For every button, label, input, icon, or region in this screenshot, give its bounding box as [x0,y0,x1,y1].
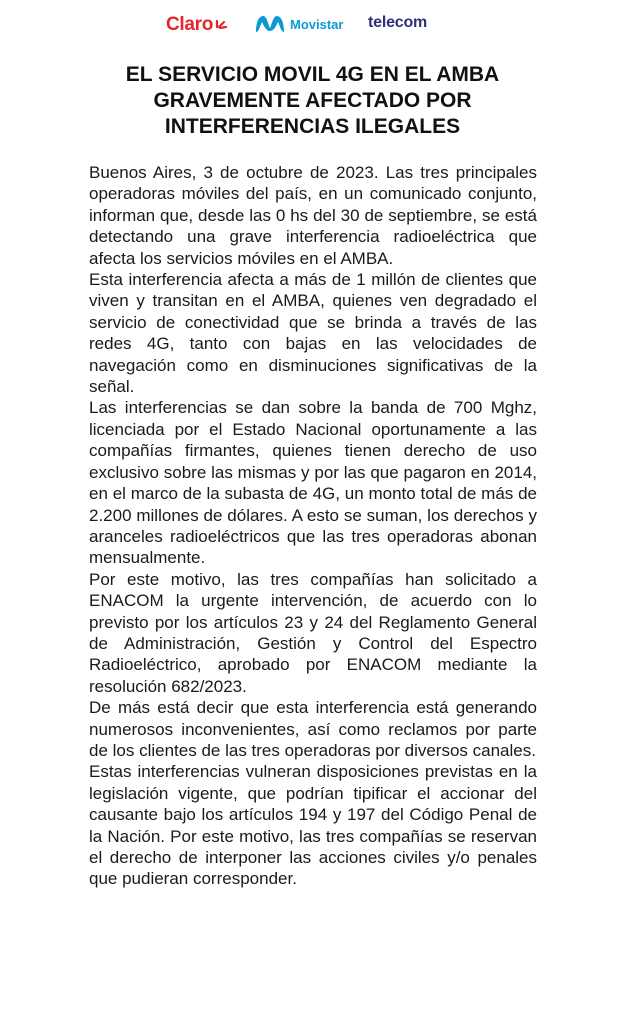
headline-line-1: EL SERVICIO MOVIL 4G EN EL AMBA [125,63,500,86]
paragraph-affected-clients: Esta interferencia afecta a más de 1 millón de clientes que viven y transitan en el AMBA, quienes ven degradado el servicio de conectividad que se brinda a través de las redes 4G, tanto con bajas en las velocidades de navegación como en disminuciones significativas de la señal. [89,270,537,397]
movistar-m-icon [254,14,286,34]
telecom-wordmark: telecom [368,14,428,31]
claro-rays-icon [214,13,228,29]
paragraph-inconveniences: De más está decir que esta interferencia está generando numerosos inconvenientes, así como reclamos por parte de los clientes de las tres operadoras por diversos canales. [89,698,537,760]
headline-line-2: GRAVEMENTE AFECTADO POR [153,89,472,112]
telecom-logo [368,14,427,32]
claro-logo [166,14,228,36]
paragraph-date-intro: Buenos Aires, 3 de octubre de 2023. Las tres principales operadoras móviles del país, en un comunicado conjunto, informan que, desde las 0 hs del 30 de septiembre, se está detectando una grave interferencia radioeléctrica que afecta los servicios móviles en el AMBA. [89,163,537,268]
movistar-wordmark: Movistar [290,16,344,32]
headline-line-3: INTERFERENCIAS ILEGALES [164,115,461,138]
paragraph-legal-actions: Estas interferencias vulneran disposiciones previstas en la legislación vigente, que podrían tipificar el accionar del causante bajo los artículos 194 y 197 del Código Penal de la Nación. Por este motivo, las tres compañías se reservan el derecho de interponer las acciones civiles y/o penales que pudieran corresponder. [89,762,537,889]
logo-bar [0,8,625,44]
article-body [89,162,537,890]
claro-wordmark: Claro [166,14,214,35]
headline [60,62,565,140]
paragraph-700mhz-band: Las interferencias se dan sobre la banda de 700 Mghz, licenciada por el Estado Nacional oportunamente a las compañías firmantes, quienes tienen derecho de uso exclusivo sobre las mismas y por las que pagaron en 2014, en el marco de la subasta de 4G, un monto total de más de 2.200 millones de dólares. A esto se suman, los derechos y aranceles radioeléctricos que las tres operadoras abonan mensualmente. [89,398,537,568]
paragraph-enacom-request: Por este motivo, las tres compañías han solicitado a ENACOM la urgente intervención, de acuerdo con lo previsto por los artículos 23 y 24 del Reglamento General de Administración, Gestión y Control del Espectro Radioeléctrico, aprobado por ENACOM mediante la resolución 682/2023. [89,569,537,696]
movistar-logo [254,14,343,34]
